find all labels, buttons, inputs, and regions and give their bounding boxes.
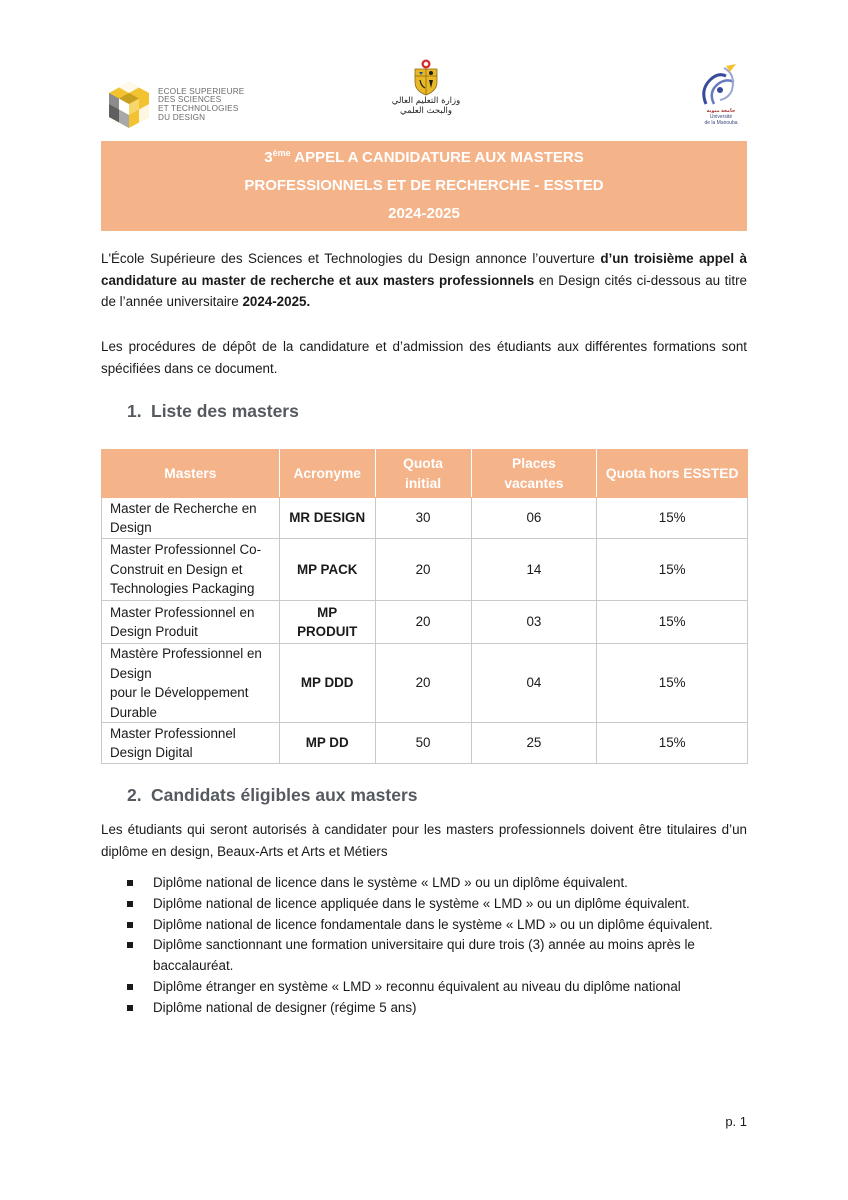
- essted-logo: [106, 78, 266, 132]
- cell-line: Design: [110, 520, 152, 535]
- university-logo-line: de la Manouba: [704, 120, 738, 126]
- cell-line: Master Professionnel en: [110, 604, 255, 620]
- university-logo-line: جامعة منوبة: [706, 108, 736, 114]
- cell-line: Durable: [110, 704, 157, 720]
- quota-cell: 20: [375, 539, 471, 601]
- master-name-cell: [102, 498, 280, 539]
- master-name-cell: [102, 601, 280, 644]
- places-cell: 04: [471, 644, 597, 723]
- intro-text: en Design cités ci-dessous au titre de l’année universitaire: [101, 272, 747, 309]
- page-number: p. 1: [725, 1114, 747, 1129]
- section-heading-masters-list: [127, 401, 299, 422]
- intro-year: 2024-2025.: [242, 294, 311, 309]
- list-item: Diplôme national de licence dans le système « LMD » ou un diplôme équivalent.: [101, 873, 747, 894]
- quota-cell: 20: [375, 644, 471, 723]
- cell-line: Technologies Packaging: [110, 581, 255, 597]
- university-emblem-icon: [696, 64, 746, 108]
- section-title: Liste des masters: [151, 401, 299, 421]
- intro-paragraph: [101, 248, 747, 313]
- cell-line: MP PACK: [296, 561, 358, 577]
- section-number: 2.: [127, 785, 142, 805]
- column-header-places: [471, 450, 597, 498]
- logo-text-line: ET TECHNOLOGIES: [158, 104, 239, 113]
- intro-text: L'École Supérieure des Sciences et Technologies du Design annonce l’ouverture: [101, 251, 601, 266]
- table-row: [102, 644, 748, 723]
- column-header-masters: Masters: [102, 450, 280, 498]
- cell-line: Master Professionnel Co-: [110, 542, 262, 558]
- cell-line: Design Digital: [110, 745, 193, 760]
- procedures-paragraph: Les procédures de dépôt de la candidature et d’admission des étudiants aux différentes formations sont spécifiées dans ce document.: [101, 339, 747, 376]
- acronym-cell: [279, 498, 375, 539]
- ministry-logo: [391, 58, 461, 128]
- university-logo-line: Université: [709, 114, 733, 120]
- eligibility-paragraph: Les étudiants qui seront autorisés à candidater pour les masters professionnels doivent être titulaires d’un diplôme en design, Beaux-Arts et Arts et Métiers: [101, 822, 747, 859]
- title-year: 2024-2025: [388, 205, 460, 222]
- table-row: [102, 539, 748, 601]
- title-line-1: [264, 144, 583, 172]
- places-cell: 03: [471, 601, 597, 644]
- list-item: Diplôme national de designer (régime 5 ans): [101, 998, 747, 1019]
- title-ordinal-suffix: ème: [272, 148, 291, 158]
- quota-hors-cell: 15%: [597, 723, 748, 764]
- eligible-diplomas-list: [101, 873, 747, 1019]
- intro-emphasis: d’un troisième appel à candidature au master de recherche et aux masters professionnels: [101, 251, 747, 288]
- quota-hors-cell: 15%: [597, 601, 748, 644]
- section-number: 1.: [127, 401, 142, 421]
- table-row: [102, 498, 748, 539]
- cell-line: Construit en Design et: [110, 561, 243, 577]
- cell-line: MR DESIGN: [289, 510, 366, 526]
- essted-logo-text: [158, 88, 244, 122]
- list-item: Diplôme sanctionnant une formation universitaire qui dure trois (3) année au moins après le baccalauréat.: [101, 935, 747, 977]
- logo-text-line: DES SCIENCES: [158, 95, 222, 105]
- logo-text-line: ECOLE SUPERIEURE: [158, 86, 245, 96]
- quota-hors-cell: 15%: [597, 644, 748, 723]
- title-text: APPEL A CANDIDATURE AUX MASTERS: [290, 149, 584, 166]
- cell-line: Design: [110, 665, 152, 681]
- places-cell: 14: [471, 539, 597, 601]
- masters-table: [101, 449, 748, 764]
- cell-line: MP: [317, 604, 338, 620]
- cell-line: PRODUIT: [297, 624, 358, 639]
- title-banner: [101, 141, 747, 231]
- tunisia-emblem-icon: [411, 58, 441, 96]
- column-header-quota: [375, 450, 471, 498]
- ministry-logo-line: وزارة التعليم العالي: [391, 96, 461, 106]
- manouba-university-logo: [690, 64, 752, 130]
- section-heading-eligibility: [127, 785, 418, 806]
- quota-cell: 20: [375, 601, 471, 644]
- quota-cell: 30: [375, 498, 471, 539]
- quota-cell: 50: [375, 723, 471, 764]
- master-name-cell: [102, 723, 280, 764]
- cell-line: MP DD: [305, 735, 349, 751]
- quota-hors-cell: 15%: [597, 498, 748, 539]
- list-item: Diplôme national de licence appliquée dans le système « LMD » ou un diplôme équivalent.: [101, 894, 747, 915]
- cell-line: pour le Développement: [110, 685, 249, 700]
- table-row: [102, 601, 748, 644]
- title-ordinal: 3: [264, 149, 273, 166]
- column-header-text: Quota initial: [403, 455, 443, 491]
- places-cell: 06: [471, 498, 597, 539]
- acronym-cell: [279, 644, 375, 723]
- cell-line: Design Produit: [110, 624, 198, 639]
- master-name-cell: [102, 644, 280, 723]
- acronym-cell: [279, 723, 375, 764]
- hexagon-cube-icon: [106, 80, 152, 130]
- quota-hors-cell: 15%: [597, 539, 748, 601]
- section-title: Candidats éligibles aux masters: [151, 785, 418, 805]
- ministry-logo-line: والبحث العلمي: [399, 106, 453, 116]
- list-item: Diplôme étranger en système « LMD » reconnu équivalent au niveau du diplôme national: [101, 977, 747, 998]
- table-row: [102, 723, 748, 764]
- cell-line: Master de Recherche en: [110, 500, 257, 516]
- table-header-row: [102, 450, 748, 498]
- acronym-cell: [279, 601, 375, 644]
- column-header-acronym: Acronyme: [279, 450, 375, 498]
- cell-line: Master Professionnel: [110, 725, 236, 741]
- logo-text-line: DU DESIGN: [158, 112, 206, 122]
- places-cell: 25: [471, 723, 597, 764]
- list-item: Diplôme national de licence fondamentale dans le système « LMD » ou un diplôme équivalent.: [101, 915, 747, 936]
- cell-line: Mastère Professionnel en: [110, 646, 262, 661]
- column-header-quota-hors: Quota hors ESSTED: [597, 450, 748, 498]
- title-line-2: PROFESSIONNELS ET DE RECHERCHE - ESSTED: [244, 177, 604, 194]
- acronym-cell: [279, 539, 375, 601]
- column-header-text: Places vacantes: [504, 455, 564, 491]
- cell-line: MP DDD: [300, 675, 354, 691]
- master-name-cell: [102, 539, 280, 601]
